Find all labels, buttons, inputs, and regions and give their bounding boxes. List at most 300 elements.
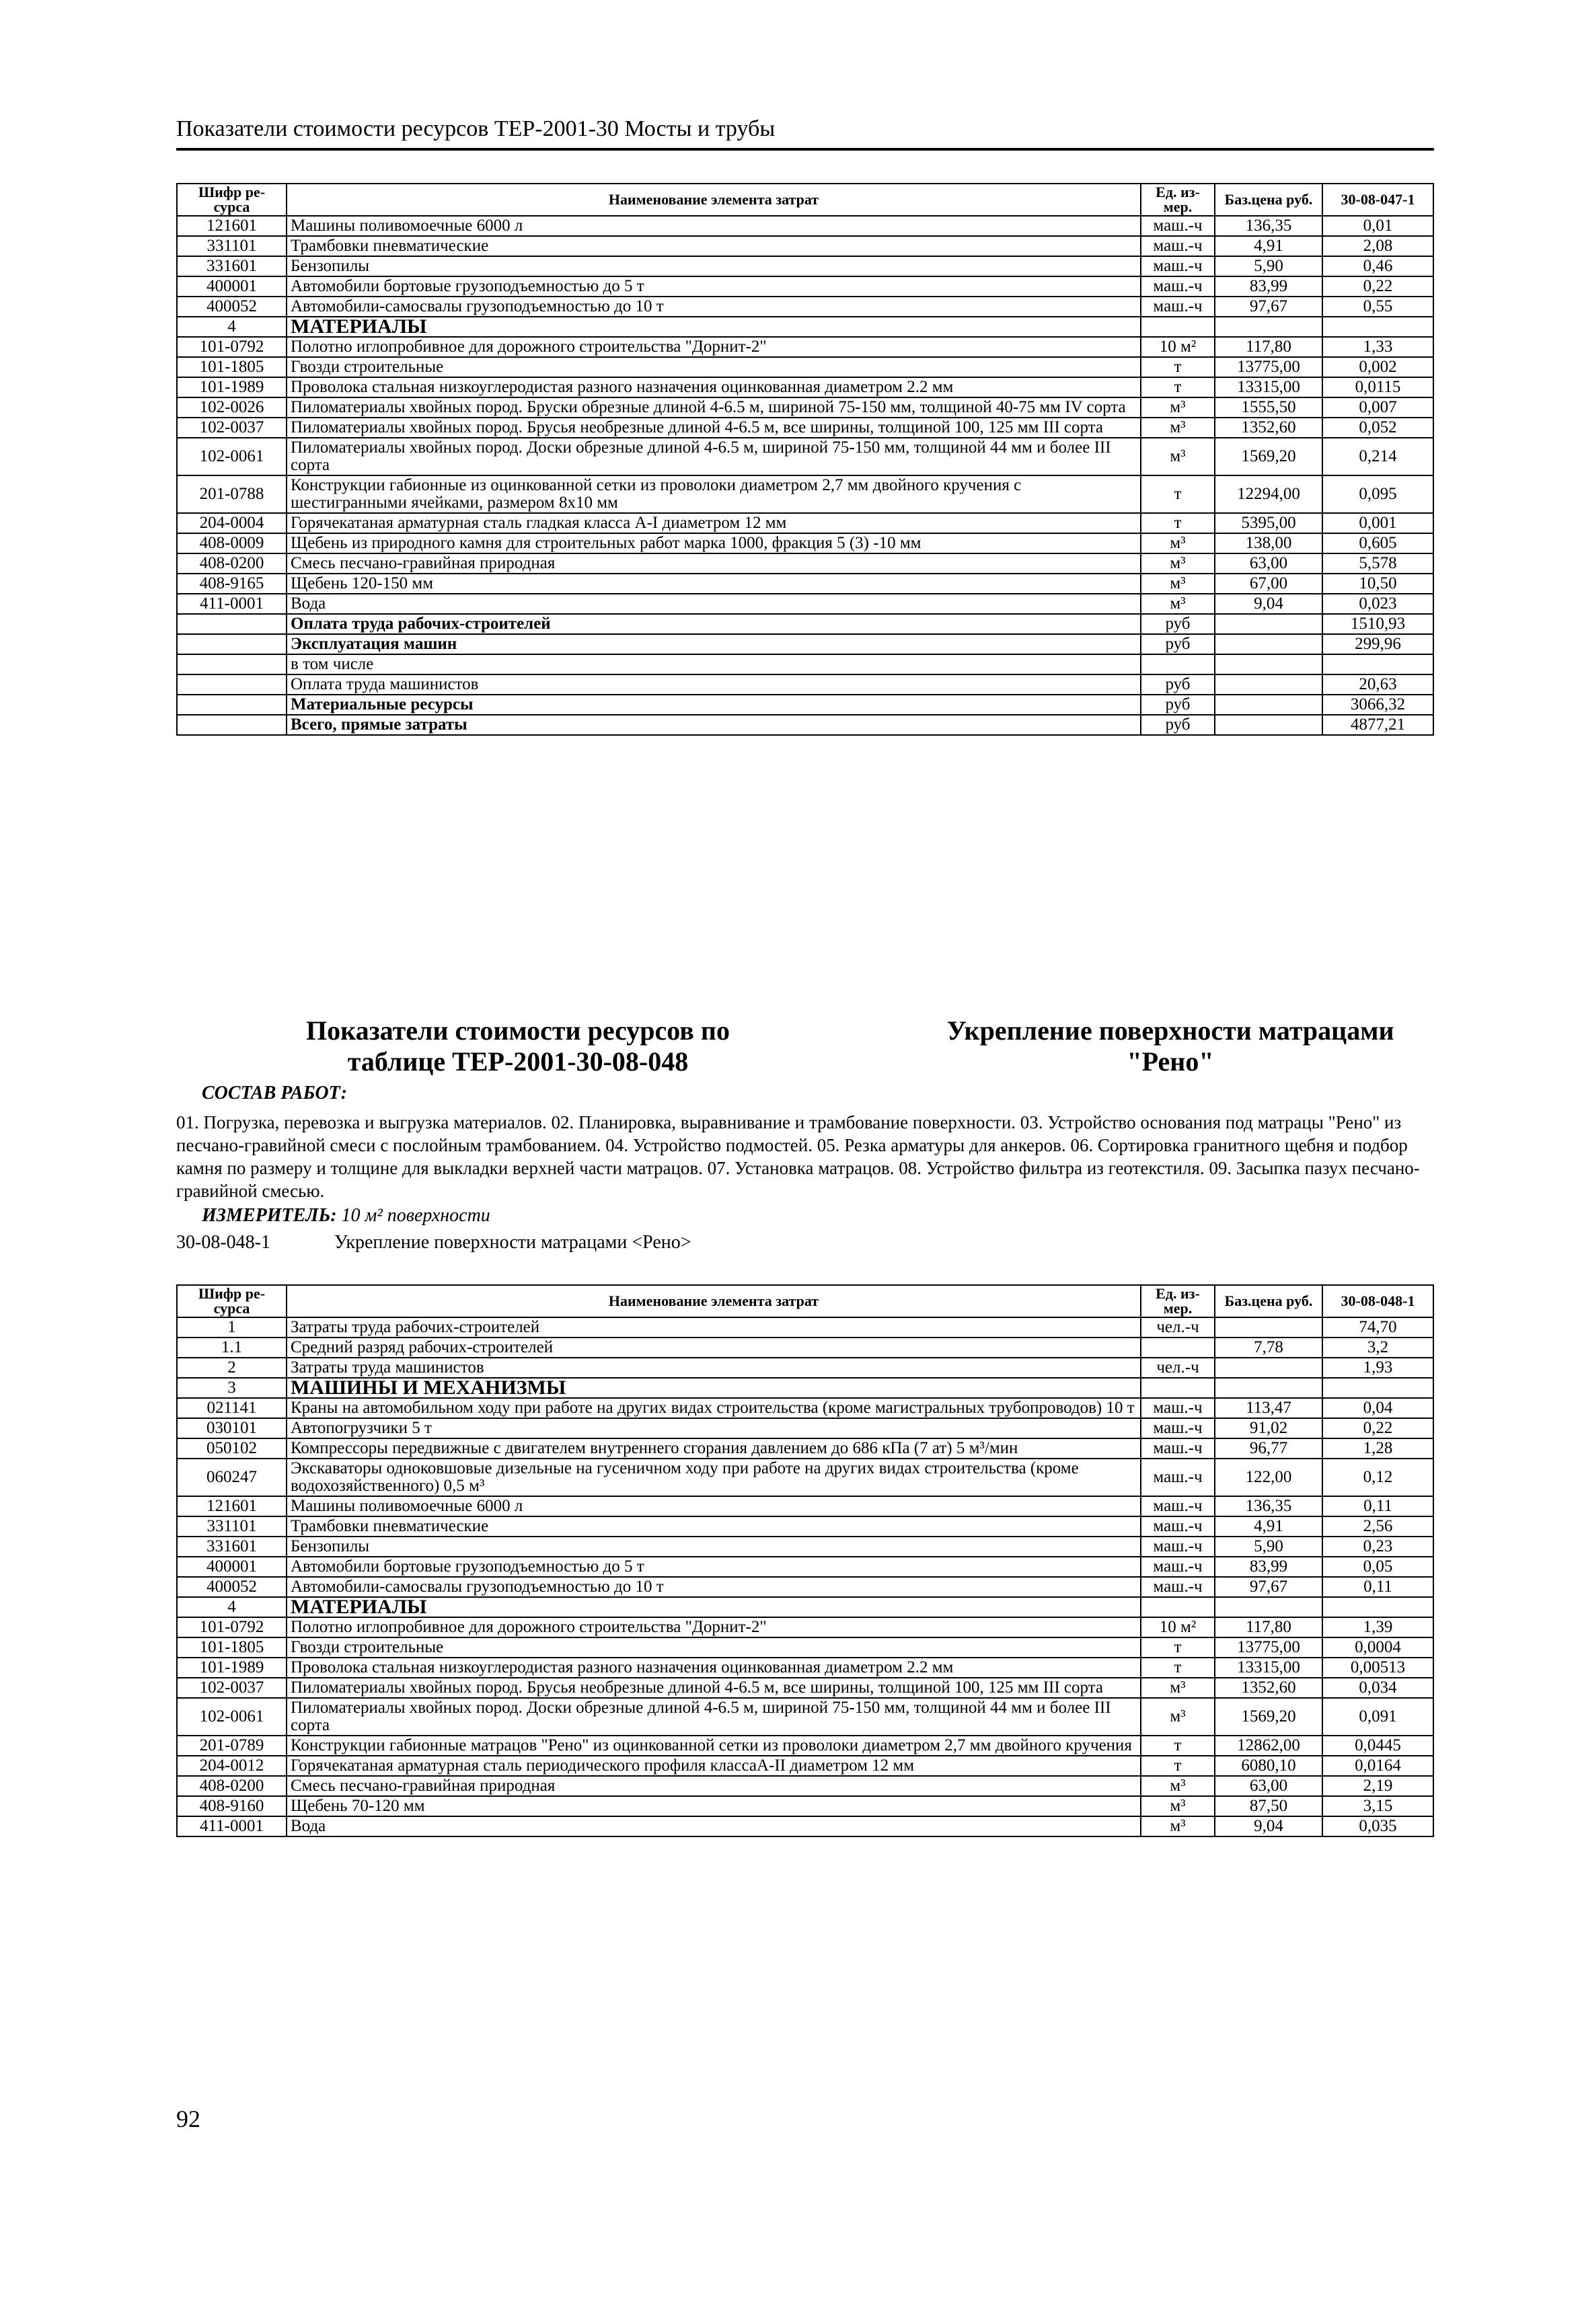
cell-name: Пиломатериалы хвойных пород. Брусья необрезные длиной 4-6.5 м, все ширины, толщиной 100, 125 мм III сорта <box>287 418 1141 438</box>
cell-qty: 3,2 <box>1322 1338 1433 1358</box>
rate-line <box>176 1232 691 1253</box>
cell-price: 83,99 <box>1215 276 1322 297</box>
cell-price: 7,78 <box>1215 1338 1322 1358</box>
cell-qty: 0,46 <box>1322 256 1433 276</box>
cell-price: 1555,50 <box>1215 397 1322 418</box>
table-row <box>177 216 1433 236</box>
cell-qty: 1,28 <box>1322 1438 1433 1459</box>
table-row <box>177 614 1433 634</box>
cell-code <box>177 695 287 715</box>
cell-qty: 0,23 <box>1322 1537 1433 1557</box>
table-row <box>177 1678 1433 1698</box>
table-row <box>177 1577 1433 1597</box>
cell-qty: 0,007 <box>1322 397 1433 418</box>
cell-price: 97,67 <box>1215 1577 1322 1597</box>
cell-code: 411-0001 <box>177 594 287 614</box>
cell-unit: маш.-ч <box>1141 1577 1215 1597</box>
cell-name: Вода <box>287 594 1141 614</box>
table-header-row <box>177 184 1433 216</box>
cell-unit: маш.-ч <box>1141 276 1215 297</box>
table-row <box>177 1736 1433 1756</box>
table-row <box>177 654 1433 674</box>
cell-name: Проволока стальная низкоуглеродистая разного назначения оцинкованная диаметром 2.2 мм <box>287 377 1141 397</box>
cell-price: 1352,60 <box>1215 1678 1322 1698</box>
cell-name: Бензопилы <box>287 1537 1141 1557</box>
cell-code: 101-1805 <box>177 1637 287 1658</box>
cell-name: Краны на автомобильном ходу при работе на других видах строительства (кроме магистральных трубопроводов) 10 т <box>287 1398 1141 1418</box>
rate-code: 30-08-048-1 <box>176 1232 270 1253</box>
cell-code: 408-0200 <box>177 1776 287 1796</box>
cell-price: 13775,00 <box>1215 357 1322 377</box>
cell-code: 102-0037 <box>177 418 287 438</box>
cell-unit: т <box>1141 377 1215 397</box>
cell-price: 5395,00 <box>1215 513 1322 533</box>
cell-name: Всего, прямые затраты <box>287 715 1141 735</box>
cell-name: Автомобили бортовые грузоподъемностью до 5 т <box>287 1557 1141 1577</box>
cell-name: Автомобили-самосвалы грузоподъемностью до 10 т <box>287 297 1141 317</box>
cell-code: 408-9165 <box>177 574 287 594</box>
cell-unit: м³ <box>1141 1796 1215 1816</box>
cell-name: Горячекатаная арматурная сталь периодического профиля классаА-II диаметром 12 мм <box>287 1756 1141 1776</box>
cell-price: 63,00 <box>1215 553 1322 574</box>
table-row <box>177 1597 1433 1617</box>
cell-price: 63,00 <box>1215 1776 1322 1796</box>
cell-unit: руб <box>1141 674 1215 695</box>
cell-unit: маш.-ч <box>1141 1557 1215 1577</box>
table-row <box>177 1796 1433 1816</box>
table-row <box>177 256 1433 276</box>
table-row <box>177 1338 1433 1358</box>
cell-qty: 3,15 <box>1322 1796 1433 1816</box>
cell-code: 101-0792 <box>177 1617 287 1637</box>
cell-code: 408-0009 <box>177 533 287 553</box>
cell-qty: 0,01 <box>1322 216 1433 236</box>
cell-code: 408-0200 <box>177 553 287 574</box>
page-number: 92 <box>176 2105 200 2132</box>
cell-code: 121601 <box>177 1496 287 1516</box>
works-description: 01. Погрузка, перевозка и выгрузка материалов. 02. Планировка, выравнивание и трамбование поверхности. 03. Устройство основания под матрацы "Рено" из песчано-гравийной смеси с послойным трамбованием. 04. Устройство подмостей. 05. Резка арматуры для анкеров. 06. Сортировка гранитного щебня и подбор камня по размеру и толщине для выкладки верхней части матрацов. 07. Установка матрацов. 08. Устройство фильтра из геотекстиля. 09. Засыпка пазух песчано-гравийной смесью. <box>176 1112 1420 1201</box>
col-header-code: Шифр ре-сурса <box>177 1285 287 1317</box>
table-row <box>177 1557 1433 1577</box>
table-row <box>177 418 1433 438</box>
cell-code: 204-0004 <box>177 513 287 533</box>
cell-name: Пиломатериалы хвойных пород. Доски обрезные длиной 4-6.5 м, шириной 75-150 мм, толщиной 44 мм и более III сорта <box>287 1698 1141 1736</box>
cell-code: 030101 <box>177 1418 287 1438</box>
cell-unit: маш.-ч <box>1141 1537 1215 1557</box>
table-row <box>177 574 1433 594</box>
section-heading-subject: Укрепление поверхности матрацами "Рено" <box>946 1015 1394 1077</box>
cell-unit: маш.-ч <box>1141 1438 1215 1459</box>
cell-name: Конструкции габионные из оцинкованной сетки из проволоки диаметром 2,7 мм двойного кручения с шестигранными ячейками, размером 8х10 мм <box>287 475 1141 513</box>
cell-price <box>1215 1358 1322 1378</box>
cell-unit <box>1141 654 1215 674</box>
cell-unit: маш.-ч <box>1141 216 1215 236</box>
cell-unit: руб <box>1141 614 1215 634</box>
cell-price: 136,35 <box>1215 216 1322 236</box>
table-row <box>177 475 1433 513</box>
cell-qty: 20,63 <box>1322 674 1433 695</box>
cell-qty: 4877,21 <box>1322 715 1433 735</box>
cell-code: 1 <box>177 1317 287 1338</box>
cell-unit: маш.-ч <box>1141 256 1215 276</box>
cell-qty: 0,05 <box>1322 1557 1433 1577</box>
cell-name: Смесь песчано-гравийная природная <box>287 1776 1141 1796</box>
cell-name: Средний разряд рабочих-строителей <box>287 1338 1141 1358</box>
cell-unit: маш.-ч <box>1141 1398 1215 1418</box>
table-row <box>177 236 1433 256</box>
cell-code: 101-1989 <box>177 377 287 397</box>
cell-name: Автопогрузчики 5 т <box>287 1418 1141 1438</box>
cell-name: Щебень 120-150 мм <box>287 574 1141 594</box>
col-header-rate: 30-08-047-1 <box>1322 184 1433 216</box>
cell-qty: 1510,93 <box>1322 614 1433 634</box>
cell-name: Полотно иглопробивное для дорожного строительства "Дорнит-2" <box>287 1617 1141 1637</box>
running-header: Показатели стоимости ресурсов ТЕР-2001-30 Мосты и трубы <box>176 116 1434 151</box>
cell-qty: 0,11 <box>1322 1577 1433 1597</box>
table-row <box>177 553 1433 574</box>
cell-unit: т <box>1141 1637 1215 1658</box>
cell-code <box>177 614 287 634</box>
cell-qty: 0,095 <box>1322 475 1433 513</box>
cell-price <box>1215 1317 1322 1338</box>
cell-price <box>1215 614 1322 634</box>
table-row <box>177 1358 1433 1378</box>
cell-name: Горячекатаная арматурная сталь гладкая класса А-I диаметром 12 мм <box>287 513 1141 533</box>
table-row <box>177 1496 1433 1516</box>
cell-name: Бензопилы <box>287 256 1141 276</box>
table-row <box>177 513 1433 533</box>
col-header-name: Наименование элемента затрат <box>287 184 1141 216</box>
table-row <box>177 695 1433 715</box>
table-row <box>177 1398 1433 1418</box>
cell-code: 331601 <box>177 256 287 276</box>
measure-line <box>202 1205 490 1227</box>
cell-code: 331101 <box>177 236 287 256</box>
cell-unit: т <box>1141 513 1215 533</box>
cell-price: 6080,10 <box>1215 1756 1322 1776</box>
col-header-unit: Ед. из-мер. <box>1141 184 1215 216</box>
cell-unit: руб <box>1141 634 1215 654</box>
cell-unit <box>1141 1378 1215 1398</box>
cell-qty: 0,091 <box>1322 1698 1433 1736</box>
cell-name: Гвозди строительные <box>287 357 1141 377</box>
cell-price: 5,90 <box>1215 1537 1322 1557</box>
cell-unit: 10 м² <box>1141 1617 1215 1637</box>
cell-price: 9,04 <box>1215 594 1322 614</box>
cell-code: 400052 <box>177 297 287 317</box>
cell-unit <box>1141 317 1215 337</box>
cell-price: 13315,00 <box>1215 1658 1322 1678</box>
resource-table-1 <box>176 183 1434 736</box>
cell-qty: 0,034 <box>1322 1678 1433 1698</box>
cell-unit: руб <box>1141 695 1215 715</box>
cell-code: 201-0788 <box>177 475 287 513</box>
cell-code: 021141 <box>177 1398 287 1418</box>
cell-name: Конструкции габионные матрацов "Рено" из оцинкованной сетки из проволоки диаметром 2,7 мм двойного кручения <box>287 1736 1141 1756</box>
table-row <box>177 317 1433 337</box>
col-header-rate: 30-08-048-1 <box>1322 1285 1433 1317</box>
cell-name: Затраты труда рабочих-строителей <box>287 1317 1141 1338</box>
cell-unit <box>1141 1338 1215 1358</box>
table-row <box>177 438 1433 475</box>
cell-name: Материальные ресурсы <box>287 695 1141 715</box>
cell-unit: м³ <box>1141 397 1215 418</box>
cell-price <box>1215 715 1322 735</box>
works-label: СОСТАВ РАБОТ: <box>202 1083 348 1103</box>
table-body <box>177 1317 1433 1836</box>
cell-price: 5,90 <box>1215 256 1322 276</box>
cell-unit: чел.-ч <box>1141 1358 1215 1378</box>
table-row <box>177 634 1433 654</box>
cell-code: 102-0061 <box>177 438 287 475</box>
cell-qty: 0,035 <box>1322 1816 1433 1836</box>
table-row <box>177 276 1433 297</box>
cell-code: 101-0792 <box>177 337 287 357</box>
table-row <box>177 594 1433 614</box>
cell-qty: 0,0004 <box>1322 1637 1433 1658</box>
cell-code: 331101 <box>177 1516 287 1537</box>
cell-qty: 0,052 <box>1322 418 1433 438</box>
cell-name: Полотно иглопробивное для дорожного строительства "Дорнит-2" <box>287 337 1141 357</box>
cell-code <box>177 654 287 674</box>
cell-unit: маш.-ч <box>1141 236 1215 256</box>
cell-name: Экскаваторы одноковшовые дизельные на гусеничном ходу при работе на других видах строительства (кроме водохозяйственного) 0,5 м³ <box>287 1459 1141 1496</box>
cell-code: 408-9160 <box>177 1796 287 1816</box>
cell-name: Пиломатериалы хвойных пород. Доски обрезные длиной 4-6.5 м, шириной 75-150 мм, толщиной 44 мм и более III сорта <box>287 438 1141 475</box>
cell-unit: м³ <box>1141 574 1215 594</box>
cell-price <box>1215 654 1322 674</box>
cell-qty: 0,11 <box>1322 1496 1433 1516</box>
cell-code: 3 <box>177 1378 287 1398</box>
cell-name: в том числе <box>287 654 1141 674</box>
table-row <box>177 1317 1433 1338</box>
rate-title: Укрепление поверхности матрацами <Рено> <box>334 1232 691 1253</box>
cell-price <box>1215 1378 1322 1398</box>
cell-qty: 0,00513 <box>1322 1658 1433 1678</box>
cell-name: Машины поливомоечные 6000 л <box>287 216 1141 236</box>
cell-price: 83,99 <box>1215 1557 1322 1577</box>
cell-unit: т <box>1141 357 1215 377</box>
cell-unit: м³ <box>1141 1816 1215 1836</box>
cell-unit: м³ <box>1141 1698 1215 1736</box>
cell-qty <box>1322 1597 1433 1617</box>
cell-code <box>177 674 287 695</box>
cell-unit: т <box>1141 1736 1215 1756</box>
table-row <box>177 1776 1433 1796</box>
cell-name: Машины поливомоечные 6000 л <box>287 1496 1141 1516</box>
measure-value: 10 м² поверхности <box>341 1205 490 1226</box>
cell-qty: 0,04 <box>1322 1398 1433 1418</box>
cell-qty: 2,08 <box>1322 236 1433 256</box>
cell-qty: 2,56 <box>1322 1516 1433 1537</box>
cell-qty: 0,55 <box>1322 297 1433 317</box>
cell-qty: 3066,32 <box>1322 695 1433 715</box>
cell-code: 400001 <box>177 1557 287 1577</box>
cell-qty: 74,70 <box>1322 1317 1433 1338</box>
cell-name: Трамбовки пневматические <box>287 236 1141 256</box>
cell-unit: м³ <box>1141 438 1215 475</box>
col-header-price: Баз.цена руб. <box>1215 1285 1322 1317</box>
cell-unit: руб <box>1141 715 1215 735</box>
cell-unit: т <box>1141 1658 1215 1678</box>
section-heading-title: Показатели стоимости ресурсов по таблице ТЕР-2001-30-08-048 <box>306 1015 730 1077</box>
cell-name: Щебень 70-120 мм <box>287 1796 1141 1816</box>
cell-price <box>1215 1597 1322 1617</box>
cell-code: 101-1989 <box>177 1658 287 1678</box>
cell-unit: м³ <box>1141 533 1215 553</box>
cell-unit: м³ <box>1141 594 1215 614</box>
cell-price: 1569,20 <box>1215 438 1322 475</box>
cell-qty: 0,12 <box>1322 1459 1433 1496</box>
table-row <box>177 397 1433 418</box>
cell-price: 138,00 <box>1215 533 1322 553</box>
cell-qty: 0,605 <box>1322 533 1433 553</box>
cell-qty <box>1322 654 1433 674</box>
cell-qty: 5,578 <box>1322 553 1433 574</box>
cell-name: Компрессоры передвижные с двигателем внутреннего сгорания давлением до 686 кПа (7 ат) 5 м³/мин <box>287 1438 1141 1459</box>
table-row <box>177 715 1433 735</box>
table-row <box>177 1378 1433 1398</box>
cell-price: 9,04 <box>1215 1816 1322 1836</box>
table-row <box>177 1658 1433 1678</box>
cell-code: 121601 <box>177 216 287 236</box>
cell-price: 136,35 <box>1215 1496 1322 1516</box>
table-header-row <box>177 1285 1433 1317</box>
cell-code: 060247 <box>177 1459 287 1496</box>
table-row <box>177 1637 1433 1658</box>
resource-table-2 <box>176 1284 1434 1837</box>
cell-name: Автомобили-самосвалы грузоподъемностью до 10 т <box>287 1577 1141 1597</box>
cell-qty: 0,214 <box>1322 438 1433 475</box>
cell-code: 204-0012 <box>177 1756 287 1776</box>
cell-name: Пиломатериалы хвойных пород. Бруски обрезные длиной 4-6.5 м, шириной 75-150 мм, толщиной 40-75 мм IV сорта <box>287 397 1141 418</box>
cell-qty: 299,96 <box>1322 634 1433 654</box>
cell-unit: маш.-ч <box>1141 297 1215 317</box>
cell-code: 4 <box>177 317 287 337</box>
table-row <box>177 1438 1433 1459</box>
cell-name: Автомобили бортовые грузоподъемностью до 5 т <box>287 276 1141 297</box>
table-row <box>177 357 1433 377</box>
cell-price: 113,47 <box>1215 1398 1322 1418</box>
cell-unit: м³ <box>1141 1678 1215 1698</box>
cell-price <box>1215 674 1322 695</box>
cell-price: 12862,00 <box>1215 1736 1322 1756</box>
cell-unit: маш.-ч <box>1141 1418 1215 1438</box>
cell-price: 96,77 <box>1215 1438 1322 1459</box>
cell-qty: 1,39 <box>1322 1617 1433 1637</box>
table-row <box>177 1516 1433 1537</box>
cell-code: 400001 <box>177 276 287 297</box>
cell-name: МАШИНЫ И МЕХАНИЗМЫ <box>287 1378 1141 1398</box>
table-row <box>177 1459 1433 1496</box>
cell-unit: маш.-ч <box>1141 1496 1215 1516</box>
cell-code: 1.1 <box>177 1338 287 1358</box>
cell-code: 331601 <box>177 1537 287 1557</box>
cell-name: Щебень из природного камня для строительных работ марка 1000, фракция 5 (3) -10 мм <box>287 533 1141 553</box>
cell-code: 050102 <box>177 1438 287 1459</box>
cell-price <box>1215 695 1322 715</box>
cell-price: 1569,20 <box>1215 1698 1322 1736</box>
table-row <box>177 297 1433 317</box>
cell-price: 87,50 <box>1215 1796 1322 1816</box>
cell-price: 13775,00 <box>1215 1637 1322 1658</box>
cell-name: Смесь песчано-гравийная природная <box>287 553 1141 574</box>
col-header-name: Наименование элемента затрат <box>287 1285 1141 1317</box>
col-header-code: Шифр ре-сурса <box>177 184 287 216</box>
cell-code <box>177 634 287 654</box>
cell-code: 102-0037 <box>177 1678 287 1698</box>
cell-price: 122,00 <box>1215 1459 1322 1496</box>
cell-price: 4,91 <box>1215 236 1322 256</box>
cell-unit: м³ <box>1141 1776 1215 1796</box>
cell-name: МАТЕРИАЛЫ <box>287 1597 1141 1617</box>
cell-price <box>1215 634 1322 654</box>
cell-unit: т <box>1141 1756 1215 1776</box>
cell-qty <box>1322 1378 1433 1398</box>
cell-name: Оплата труда машинистов <box>287 674 1141 695</box>
table-body <box>177 216 1433 735</box>
col-header-price: Баз.цена руб. <box>1215 184 1322 216</box>
cell-code: 101-1805 <box>177 357 287 377</box>
cell-code <box>177 715 287 735</box>
cell-qty: 0,0164 <box>1322 1756 1433 1776</box>
table-row <box>177 377 1433 397</box>
cell-qty: 0,002 <box>1322 357 1433 377</box>
table-row <box>177 1418 1433 1438</box>
cell-unit: чел.-ч <box>1141 1317 1215 1338</box>
cell-unit: 10 м² <box>1141 337 1215 357</box>
table-row <box>177 1756 1433 1776</box>
cell-qty: 0,22 <box>1322 276 1433 297</box>
table-row <box>177 1537 1433 1557</box>
col-header-unit: Ед. из-мер. <box>1141 1285 1215 1317</box>
table-row <box>177 1617 1433 1637</box>
cell-name: Проволока стальная низкоуглеродистая разного назначения оцинкованная диаметром 2.2 мм <box>287 1658 1141 1678</box>
table-row <box>177 674 1433 695</box>
cell-name: Вода <box>287 1816 1141 1836</box>
cell-code: 4 <box>177 1597 287 1617</box>
cell-code: 201-0789 <box>177 1736 287 1756</box>
cell-unit: т <box>1141 475 1215 513</box>
cell-price: 117,80 <box>1215 1617 1322 1637</box>
cell-qty: 10,50 <box>1322 574 1433 594</box>
cell-price: 1352,60 <box>1215 418 1322 438</box>
cell-unit <box>1141 1597 1215 1617</box>
cell-price: 67,00 <box>1215 574 1322 594</box>
cell-unit: маш.-ч <box>1141 1459 1215 1496</box>
cell-qty: 2,19 <box>1322 1776 1433 1796</box>
cell-qty: 0,22 <box>1322 1418 1433 1438</box>
cell-price: 117,80 <box>1215 337 1322 357</box>
cell-name: Трамбовки пневматические <box>287 1516 1141 1537</box>
cell-price: 91,02 <box>1215 1418 1322 1438</box>
cell-price: 13315,00 <box>1215 377 1322 397</box>
cell-unit: м³ <box>1141 418 1215 438</box>
cell-unit: маш.-ч <box>1141 1516 1215 1537</box>
cell-name: Гвозди строительные <box>287 1637 1141 1658</box>
cell-code: 411-0001 <box>177 1816 287 1836</box>
cell-code: 2 <box>177 1358 287 1378</box>
cell-code: 400052 <box>177 1577 287 1597</box>
table-row <box>177 337 1433 357</box>
cell-name: Оплата труда рабочих-строителей <box>287 614 1141 634</box>
cell-qty <box>1322 317 1433 337</box>
cell-name: Эксплуатация машин <box>287 634 1141 654</box>
cell-price <box>1215 317 1322 337</box>
cell-qty: 0,023 <box>1322 594 1433 614</box>
cell-name: Пиломатериалы хвойных пород. Брусья необрезные длиной 4-6.5 м, все ширины, толщиной 100, 125 мм III сорта <box>287 1678 1141 1698</box>
table-row <box>177 533 1433 553</box>
